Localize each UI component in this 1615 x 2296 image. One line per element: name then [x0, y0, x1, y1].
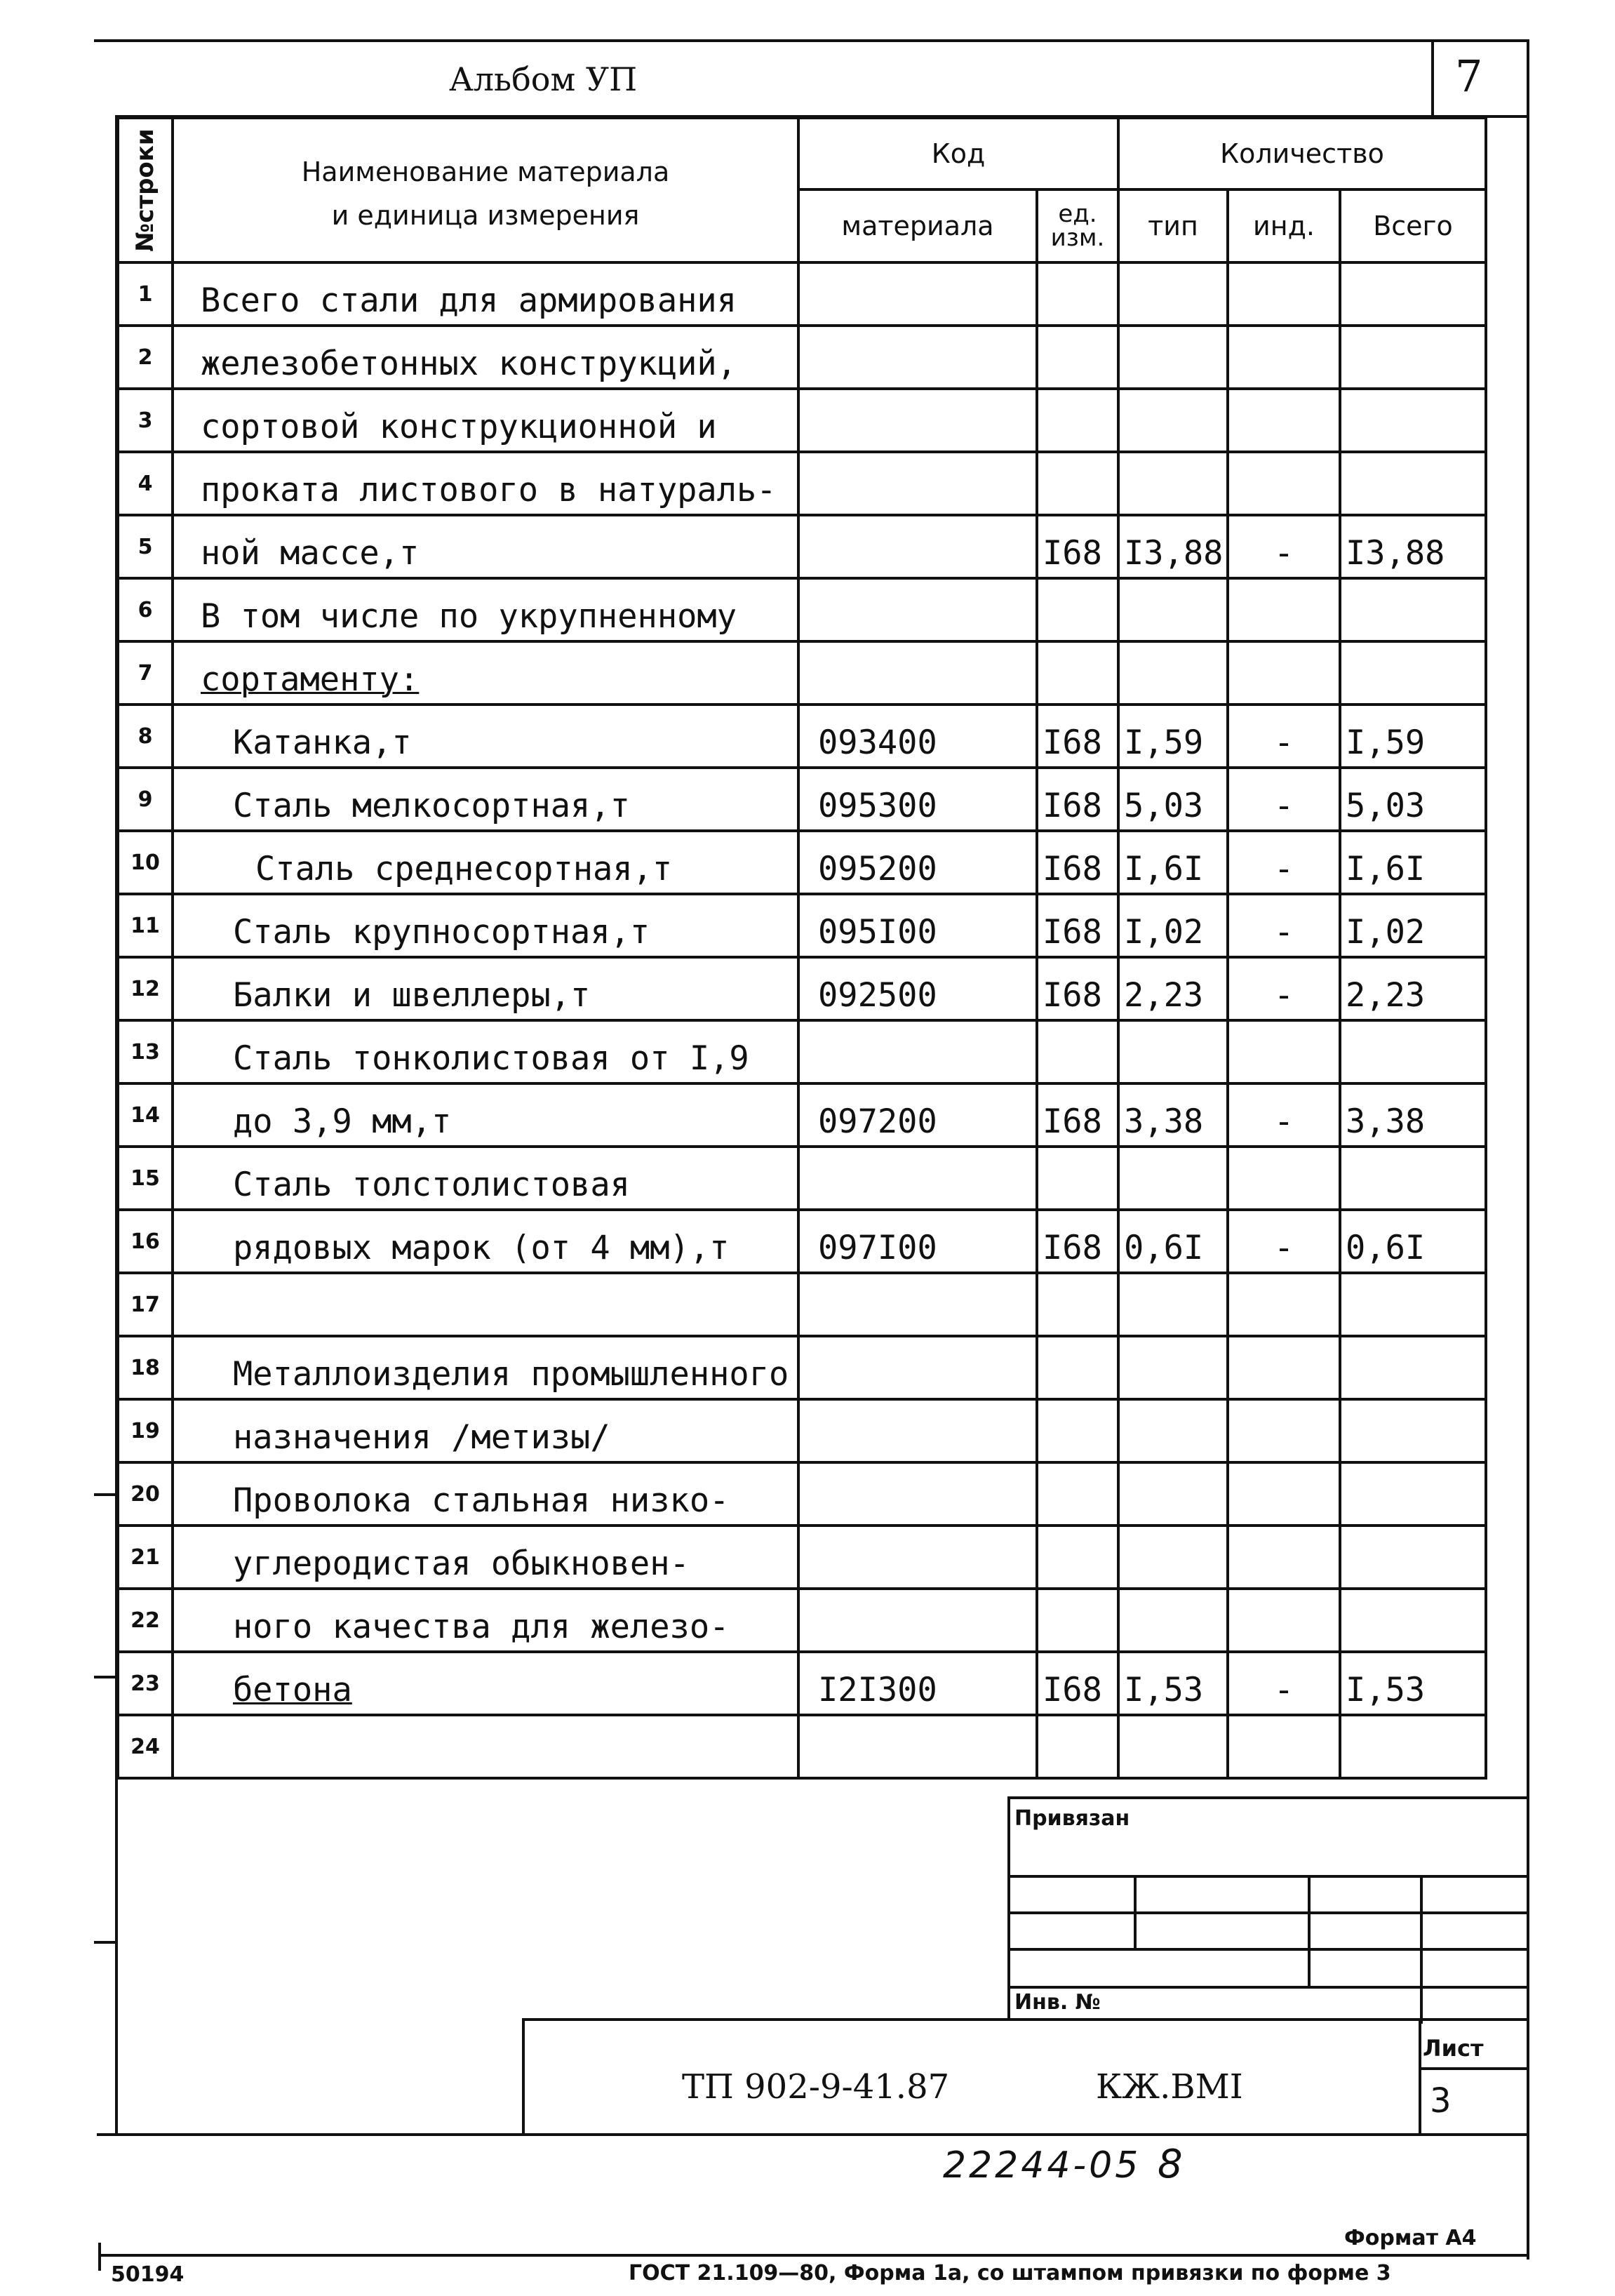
table-row [118, 641, 1486, 705]
unit-code: I68 [1037, 894, 1118, 957]
material-name [173, 1273, 798, 1336]
row-number: 3 [118, 389, 173, 452]
material-name: бетона [173, 1652, 798, 1715]
qty-type: I,53 [1118, 1652, 1228, 1715]
unit-header: ед. изм. [1037, 189, 1118, 262]
unit-code: I68 [1037, 768, 1118, 831]
row-number: 8 [118, 705, 173, 768]
table-row [118, 831, 1486, 894]
archive-number: 22244-05 [943, 2144, 1141, 2187]
material-name: Катанка,т [173, 705, 798, 768]
material-code: 095I00 [798, 894, 1037, 957]
qty-total [1340, 1336, 1486, 1399]
title-block [522, 2018, 1529, 2136]
unit-code [1037, 1589, 1118, 1652]
qty-total [1340, 326, 1486, 389]
album-title: Альбом УП [449, 60, 638, 98]
quantity-group-header: Количество [1118, 118, 1486, 189]
materials-table [116, 116, 1487, 1780]
material-code: 093400 [798, 705, 1037, 768]
material-name: Сталь крупносортная,т [173, 894, 798, 957]
row-number: 24 [118, 1715, 173, 1778]
qty-ind: - [1228, 1210, 1340, 1273]
material-code [798, 1526, 1037, 1589]
material-name: Всего стали для армирования [173, 262, 798, 326]
qty-total: I,02 [1340, 894, 1486, 957]
unit-code [1037, 1147, 1118, 1210]
qty-total: I,6I [1340, 831, 1486, 894]
material-name [173, 1715, 798, 1778]
qty-type: 3,38 [1118, 1083, 1228, 1147]
material-name: железобетонных конструкций, [173, 326, 798, 389]
stamp-vline-1 [1134, 1875, 1137, 1951]
table-row [118, 957, 1486, 1020]
table-row [118, 1147, 1486, 1210]
qty-type: I3,88 [1118, 515, 1228, 578]
material-code [798, 515, 1037, 578]
unit-code [1037, 1462, 1118, 1526]
row-number: 7 [118, 641, 173, 705]
qty-ind [1228, 326, 1340, 389]
table-row [118, 262, 1486, 326]
material-code [798, 1336, 1037, 1399]
stamp-hline-1 [1010, 1875, 1529, 1878]
row-number: 10 [118, 831, 173, 894]
qty-total [1340, 262, 1486, 326]
qty-total: 5,03 [1340, 768, 1486, 831]
table-row [118, 1210, 1486, 1273]
qty-type [1118, 1399, 1228, 1462]
row-number: 4 [118, 452, 173, 515]
qty-ind [1228, 262, 1340, 326]
name-header-line2: и единица измерения [331, 200, 640, 231]
row-number: 17 [118, 1273, 173, 1336]
total-header: Всего [1340, 189, 1486, 262]
material-code: I2I300 [798, 1652, 1037, 1715]
qty-ind: - [1228, 957, 1340, 1020]
material-code [798, 1273, 1037, 1336]
qty-ind: - [1228, 705, 1340, 768]
table-row [118, 1083, 1486, 1147]
qty-ind [1228, 578, 1340, 641]
qty-total [1340, 1715, 1486, 1778]
material-code [798, 1589, 1037, 1652]
unit-code: I68 [1037, 705, 1118, 768]
material-name: ного качества для железо- [173, 1589, 798, 1652]
stamp-vline-3 [1420, 1875, 1423, 2024]
designation: ТП 902-9-41.87 [682, 2067, 950, 2107]
material-code [798, 1147, 1037, 1210]
linkage-stamp [1007, 1796, 1529, 2021]
qty-total [1340, 1399, 1486, 1462]
qty-total [1340, 452, 1486, 515]
table-row [118, 705, 1486, 768]
material-code [798, 1020, 1037, 1083]
qty-ind [1228, 1399, 1340, 1462]
name-header-line1: Наименование материала [301, 156, 670, 187]
row-number: 22 [118, 1589, 173, 1652]
qty-ind [1228, 1715, 1340, 1778]
stamp-hline-2 [1010, 1911, 1529, 1914]
unit-code: I68 [1037, 1652, 1118, 1715]
row-number: 9 [118, 768, 173, 831]
qty-total [1340, 1020, 1486, 1083]
qty-type: I,59 [1118, 705, 1228, 768]
row-number-header: №строки [118, 118, 173, 262]
unit-code [1037, 262, 1118, 326]
row-number: 14 [118, 1083, 173, 1147]
stamp-hline-3 [1010, 1948, 1529, 1951]
qty-total [1340, 1589, 1486, 1652]
unit-code: I68 [1037, 1210, 1118, 1273]
ind-header: инд. [1228, 189, 1340, 262]
sheet-label: Лист [1423, 2035, 1484, 2062]
row-number: 19 [118, 1399, 173, 1462]
row-number: 16 [118, 1210, 173, 1273]
doc-code: КЖ.ВМI [1096, 2067, 1243, 2107]
material-name: Сталь тонколистовая от I,9 [173, 1020, 798, 1083]
table-row [118, 1462, 1486, 1526]
qty-total: 3,38 [1340, 1083, 1486, 1147]
material-name: сортовой конструкционной и [173, 389, 798, 452]
qty-total: I3,88 [1340, 515, 1486, 578]
material-code [798, 641, 1037, 705]
row-number: 15 [118, 1147, 173, 1210]
qty-ind: - [1228, 1652, 1340, 1715]
material-name: Сталь среднесортная,т [173, 831, 798, 894]
qty-ind: - [1228, 768, 1340, 831]
material-code [798, 262, 1037, 326]
material-name: рядовых марок (от 4 мм),т [173, 1210, 798, 1273]
table-row [118, 1526, 1486, 1589]
material-name: до 3,9 мм,т [173, 1083, 798, 1147]
qty-type [1118, 389, 1228, 452]
inventory-label: Инв. № [1014, 1990, 1101, 2015]
qty-ind [1228, 641, 1340, 705]
table-row [118, 389, 1486, 452]
table-row [118, 578, 1486, 641]
code-material-header: материала [798, 189, 1037, 262]
title-sheet-divider [1419, 2021, 1421, 2136]
qty-total: 0,6I [1340, 1210, 1486, 1273]
qty-type: I,6I [1118, 831, 1228, 894]
unit-code [1037, 452, 1118, 515]
margin-tick-3 [94, 1676, 118, 1678]
unit-code [1037, 1399, 1118, 1462]
qty-ind: - [1228, 894, 1340, 957]
row-number: 23 [118, 1652, 173, 1715]
qty-total: I,59 [1340, 705, 1486, 768]
qty-total: I,53 [1340, 1652, 1486, 1715]
table-row [118, 1020, 1486, 1083]
unit-code: I68 [1037, 515, 1118, 578]
qty-ind [1228, 1273, 1340, 1336]
qty-type [1118, 1147, 1228, 1210]
qty-total [1340, 641, 1486, 705]
type-header: тип [1118, 189, 1228, 262]
table-row [118, 1589, 1486, 1652]
margin-tick-1 [94, 1493, 118, 1496]
qty-type [1118, 1020, 1228, 1083]
unit-code [1037, 578, 1118, 641]
row-number: 12 [118, 957, 173, 1020]
qty-ind [1228, 452, 1340, 515]
gost-note: ГОСТ 21.109—80, Форма 1а, со штампом привязки по форме 3 [629, 2261, 1391, 2285]
table-row [118, 515, 1486, 578]
margin-tick-2 [94, 1941, 118, 1944]
qty-ind [1228, 1020, 1340, 1083]
qty-type [1118, 452, 1228, 515]
qty-ind [1228, 389, 1340, 452]
row-number: 21 [118, 1526, 173, 1589]
material-code [798, 1715, 1037, 1778]
material-name: назначения /метизы/ [173, 1399, 798, 1462]
material-name: сортаменту: [173, 641, 798, 705]
qty-total: 2,23 [1340, 957, 1486, 1020]
format-label: Формат А4 [1344, 2226, 1477, 2250]
row-number: 20 [118, 1462, 173, 1526]
qty-ind [1228, 1589, 1340, 1652]
qty-type [1118, 1273, 1228, 1336]
qty-type [1118, 578, 1228, 641]
unit-code [1037, 326, 1118, 389]
qty-type: I,02 [1118, 894, 1228, 957]
qty-ind [1228, 1526, 1340, 1589]
material-name: ной массе,т [173, 515, 798, 578]
row-number: 1 [118, 262, 173, 326]
stamp-hline-4 [1010, 1986, 1529, 1989]
material-name: Сталь толстолистовая [173, 1147, 798, 1210]
unit-code [1037, 1526, 1118, 1589]
material-code: 095300 [798, 768, 1037, 831]
qty-type: 5,03 [1118, 768, 1228, 831]
unit-code [1037, 1020, 1118, 1083]
material-code [798, 326, 1037, 389]
row-number: 2 [118, 326, 173, 389]
stamp-vline-2 [1308, 1875, 1311, 1989]
qty-ind: - [1228, 831, 1340, 894]
qty-ind [1228, 1462, 1340, 1526]
qty-type [1118, 1336, 1228, 1399]
qty-ind: - [1228, 515, 1340, 578]
qty-type [1118, 262, 1228, 326]
material-code [798, 578, 1037, 641]
row-number: 18 [118, 1336, 173, 1399]
left-code: 50194 [111, 2262, 185, 2287]
qty-type [1118, 1526, 1228, 1589]
title-sheet-hline [1419, 2067, 1529, 2070]
archive-page: 8 [1158, 2142, 1183, 2187]
material-name: Проволока стальная низко- [173, 1462, 798, 1526]
page-number-divider [1431, 39, 1434, 118]
qty-type [1118, 326, 1228, 389]
material-name: Металлоизделия промышленного [173, 1336, 798, 1399]
table-row [118, 1399, 1486, 1462]
material-code [798, 1399, 1037, 1462]
footer-line [98, 2254, 1529, 2257]
table-row [118, 768, 1486, 831]
unit-code: I68 [1037, 957, 1118, 1020]
table-row [118, 1273, 1486, 1336]
material-code [798, 1462, 1037, 1526]
unit-code [1037, 1715, 1118, 1778]
name-header [173, 118, 798, 262]
unit-code: I68 [1037, 831, 1118, 894]
material-name: В том числе по укрупненному [173, 578, 798, 641]
unit-code: I68 [1037, 1083, 1118, 1147]
qty-total [1340, 1526, 1486, 1589]
table-row [118, 894, 1486, 957]
qty-type [1118, 1589, 1228, 1652]
material-name: проката листового в натураль- [173, 452, 798, 515]
table-row [118, 1652, 1486, 1715]
linked-label: Привязан [1014, 1806, 1130, 1831]
material-code: 097I00 [798, 1210, 1037, 1273]
qty-type [1118, 1715, 1228, 1778]
unit-code [1037, 389, 1118, 452]
material-code: 095200 [798, 831, 1037, 894]
table-row [118, 1715, 1486, 1778]
row-number: 5 [118, 515, 173, 578]
qty-total [1340, 1462, 1486, 1526]
unit-code [1037, 641, 1118, 705]
table-row [118, 452, 1486, 515]
qty-type: 0,6I [1118, 1210, 1228, 1273]
page-number: 7 [1455, 51, 1483, 102]
qty-total [1340, 1273, 1486, 1336]
code-group-header: Код [798, 118, 1118, 189]
material-name: Сталь мелкосортная,т [173, 768, 798, 831]
material-name: углеродистая обыкновен- [173, 1526, 798, 1589]
material-code [798, 452, 1037, 515]
row-number: 6 [118, 578, 173, 641]
footer-tick [98, 2243, 101, 2271]
material-code [798, 389, 1037, 452]
material-code: 092500 [798, 957, 1037, 1020]
qty-ind [1228, 1336, 1340, 1399]
qty-type: 2,23 [1118, 957, 1228, 1020]
qty-total [1340, 1147, 1486, 1210]
material-code: 097200 [798, 1083, 1037, 1147]
frame-top-line [94, 39, 1529, 42]
unit-code [1037, 1336, 1118, 1399]
qty-ind: - [1228, 1083, 1340, 1147]
row-number: 11 [118, 894, 173, 957]
qty-type [1118, 641, 1228, 705]
qty-ind [1228, 1147, 1340, 1210]
qty-total [1340, 389, 1486, 452]
qty-type [1118, 1462, 1228, 1526]
unit-code [1037, 1273, 1118, 1336]
table-row [118, 1336, 1486, 1399]
material-name: Балки и швеллеры,т [173, 957, 798, 1020]
table-row [118, 326, 1486, 389]
row-number: 13 [118, 1020, 173, 1083]
sheet-number: 3 [1430, 2081, 1452, 2121]
qty-total [1340, 578, 1486, 641]
